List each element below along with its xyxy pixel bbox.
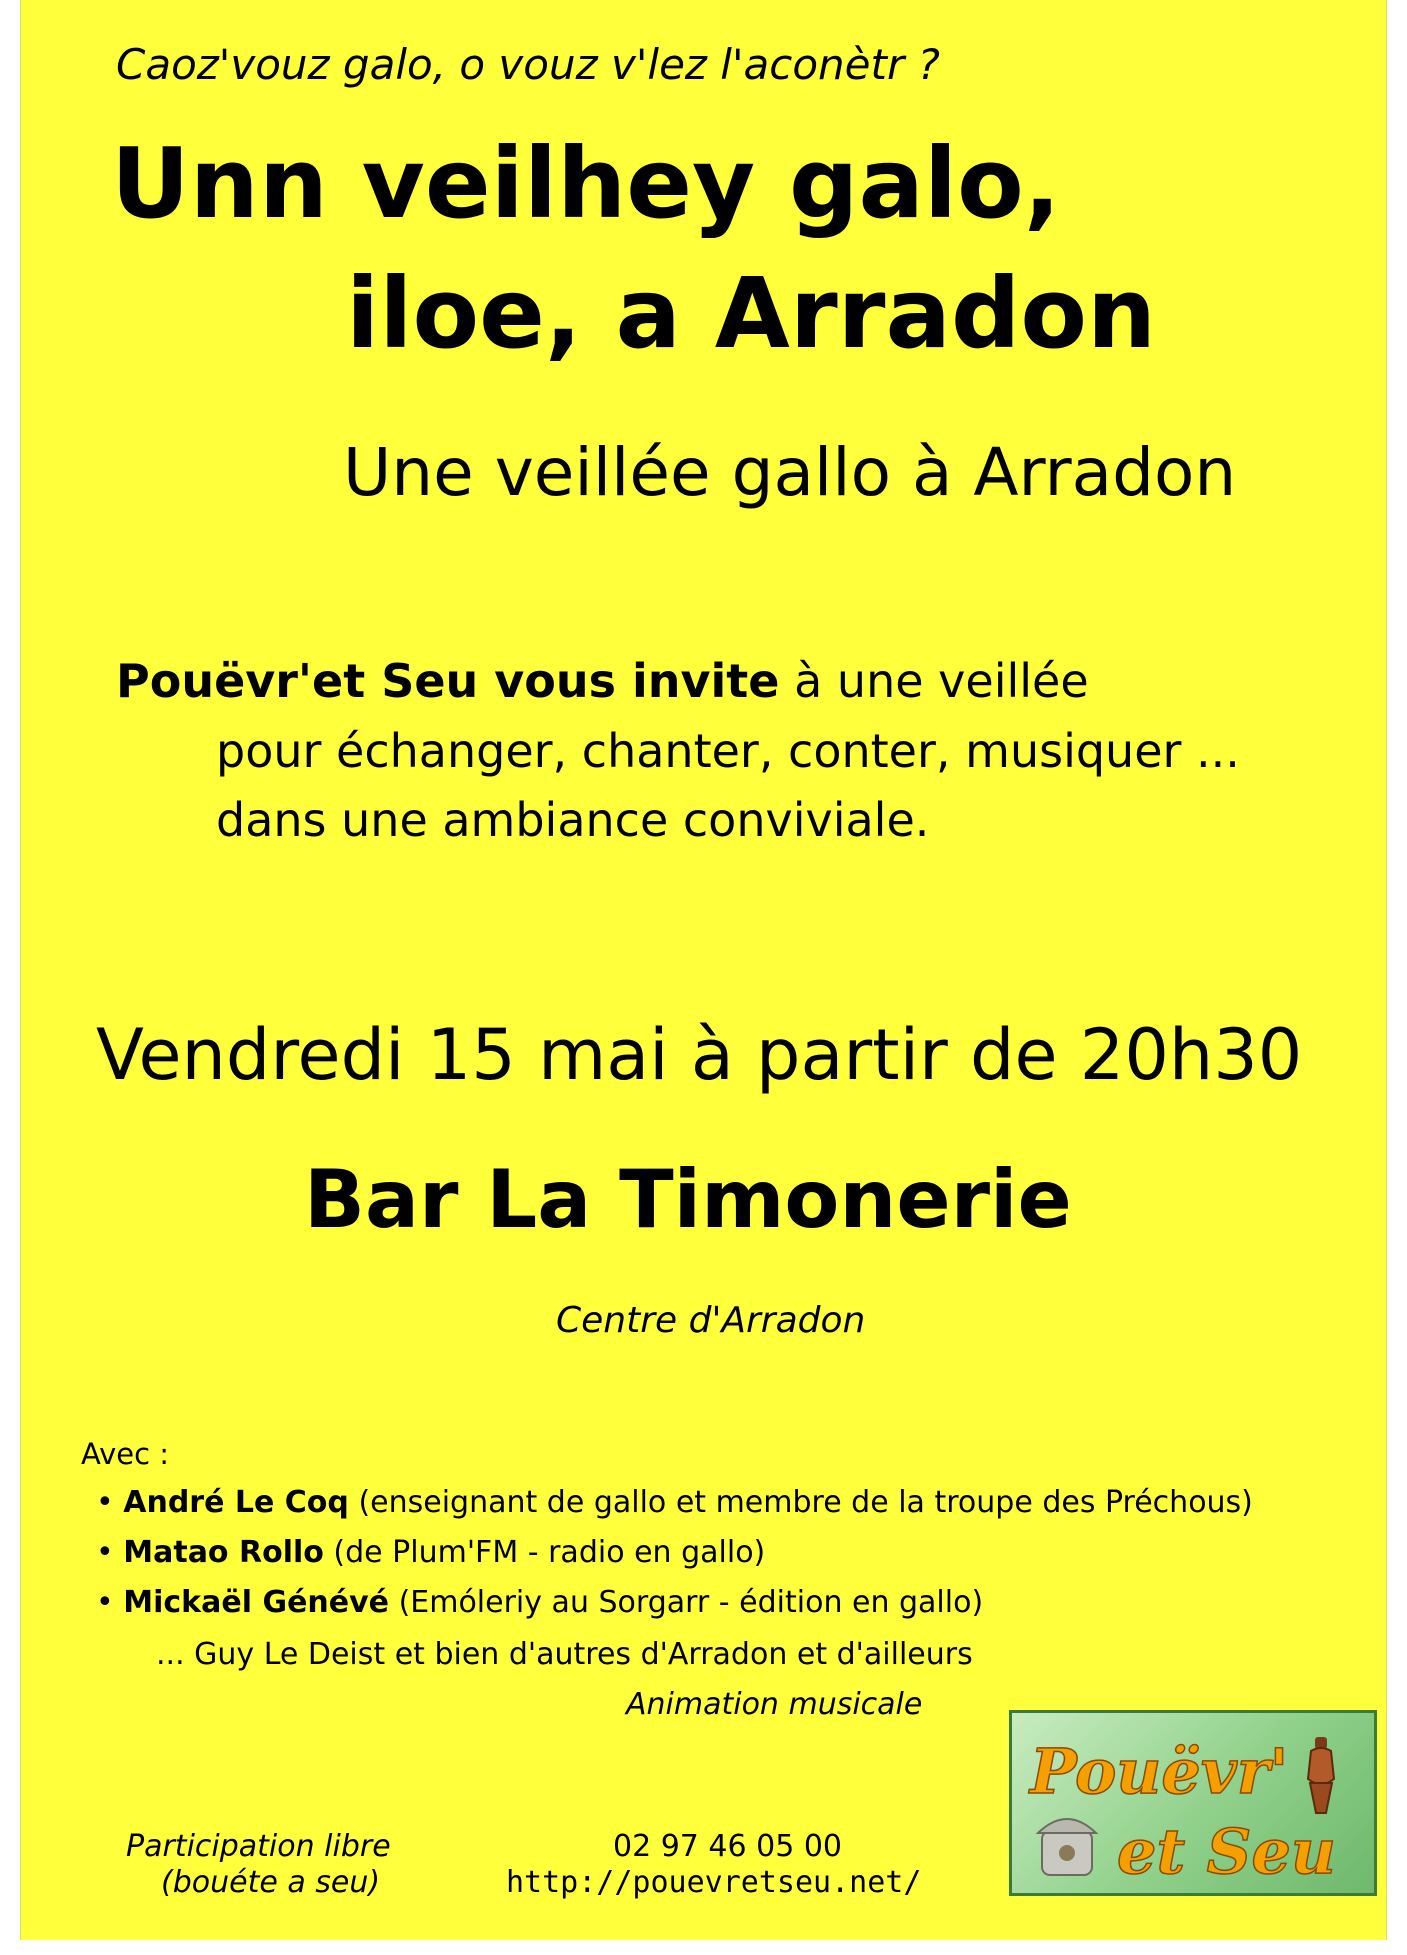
pepper-mill-icon [1308,1737,1334,1813]
salt-box-icon [1038,1819,1096,1875]
participation-line1: Participation libre [126,1829,391,1864]
pouevr-et-seu-logo [1009,1710,1377,1896]
kicker: Caoz'vouz galo, o vouz v'lez l'aconètr ? [116,40,940,89]
guest-desc: (Emóleriy au Sorgarr - édition en gallo) [389,1585,984,1620]
bullet: • [96,1485,114,1520]
title-french: Une veillée gallo à Arradon [343,434,1237,511]
phone-number: 02 97 46 05 00 [613,1829,843,1864]
participation-line2: (bouéte a seu) [161,1865,381,1900]
invite-line3: dans une ambiance conviviale. [216,793,930,847]
logo-line2: et Seu [1117,1815,1336,1888]
poster [20,0,1387,1940]
bullet: • [96,1535,114,1570]
guest-name: Mickaël Génévé [123,1585,390,1620]
logo-art [1012,1713,1377,1896]
guest-name: André Le Coq [123,1485,349,1520]
guest-desc: (de Plum'FM - radio en gallo) [323,1535,766,1570]
title-gallo-line1: Unn veilhey galo, [111,127,1061,240]
venue-name: Bar La Timonerie [304,1153,1072,1246]
invite-bold: Pouëvr'et Seu vous invite [116,654,780,708]
animation-note: Animation musicale [626,1687,923,1722]
invite-line2: pour échanger, chanter, conter, musiquer ... [216,724,1240,778]
title-gallo-line2: iloe, a Arradon [346,257,1157,370]
venue-place: Centre d'Arradon [556,1300,866,1341]
invite-rest: à une veillée [779,654,1089,708]
guest-desc: (enseignant de gallo et membre de la troupe des Préchous) [348,1485,1253,1520]
bullet: • [96,1585,114,1620]
invite-line1 [116,654,1089,708]
guest-name: Matao Rollo [123,1535,324,1570]
guest-item [96,1485,1253,1520]
guest-item [96,1535,766,1570]
guest-item [96,1585,984,1620]
website-url: http://pouevretseu.net/ [506,1865,922,1900]
other-guests: ... Guy Le Deist et bien d'autres d'Arradon et d'ailleurs [156,1637,973,1672]
avec-label: Avec : [81,1437,170,1471]
logo-line1: Pouëvr' [1030,1735,1289,1808]
event-date: Vendredi 15 mai à partir de 20h30 [96,1014,1303,1096]
